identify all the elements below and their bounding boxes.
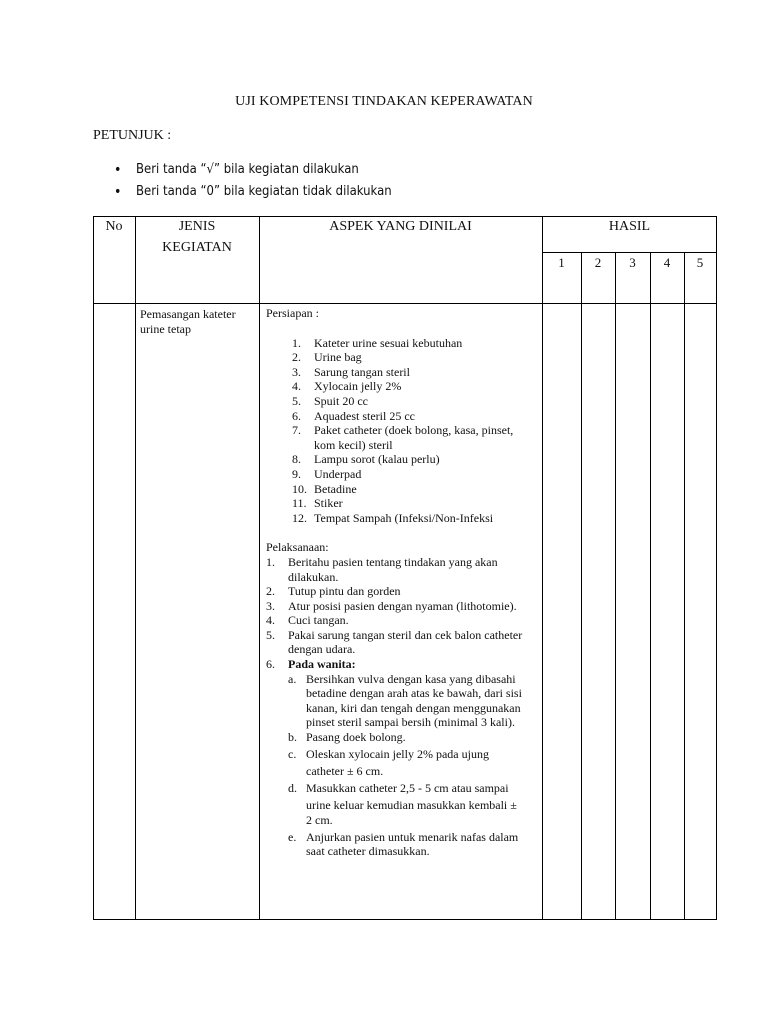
item-number: 3. [266, 598, 275, 613]
item-number: 12. [292, 510, 307, 525]
instruction-item: • Beri tanda “0” bila kegiatan tidak dilakukan [112, 181, 392, 203]
item-number: 6. [292, 408, 301, 423]
score-header: 3 [629, 255, 636, 270]
header-jenis-line: JENIS [178, 219, 216, 234]
score-header: 5 [696, 255, 704, 270]
item-number: 4. [292, 379, 301, 394]
list-item [292, 452, 540, 467]
item-text-line: Pasang doek bolong. [306, 730, 406, 745]
item-text-line: saat catheter dimasukkan. [306, 844, 430, 859]
list-item [292, 467, 540, 482]
item-number: a. [288, 671, 297, 686]
header-jenis-kegiatan [135, 216, 259, 258]
item-number: 10. [292, 481, 307, 496]
score-header: 4 [663, 255, 671, 270]
item-number: 9. [292, 466, 301, 481]
pada-wanita-item [266, 657, 540, 672]
item-text-line: Bersihkan vulva dengan kasa yang dibasahi [306, 671, 516, 686]
item-text-line: pinset steril sampai bersih (minimal 3 kali). [306, 715, 515, 730]
item-text-line: Urine bag [314, 350, 362, 365]
item-text-line: catheter ± 6 cm. [306, 764, 384, 779]
item-text-line: dilakukan. [288, 569, 339, 584]
list-item [266, 555, 540, 584]
list-item [288, 830, 540, 859]
instruction-list [112, 159, 392, 203]
pelaksanaan-label: Pelaksanaan: [266, 540, 329, 555]
item-number: 1. [292, 335, 301, 350]
item-text-line: Sarung tangan steril [314, 364, 410, 379]
item-text-line: Paket catheter (doek bolong, kasa, pinset, [314, 423, 514, 438]
item-number: e. [288, 829, 297, 844]
document-title: UJI KOMPETENSI TINDAKAN KEPERAWATAN [235, 94, 533, 109]
wanita-list [266, 672, 540, 859]
list-item [266, 628, 540, 657]
item-text-line: Pakai sarung tangan steril dan cek balon catheter [288, 627, 523, 642]
item-number: 7. [292, 423, 301, 438]
item-number: 5. [266, 627, 275, 642]
list-item [292, 511, 540, 526]
item-text-line: Masukkan catheter 2,5 - 5 cm atau sampai [306, 780, 509, 795]
item-text-line: Oleskan xylocain jelly 2% pada ujung [306, 746, 489, 761]
jenis-kegiatan-cell [140, 307, 256, 336]
item-text-line: Beritahu pasien tentang tindakan yang akan [288, 554, 498, 569]
item-text-line: Tutup pintu dan gorden [288, 584, 401, 599]
list-item [292, 423, 540, 452]
item-text-line: kom kecil) steril [314, 437, 393, 452]
list-item [292, 336, 540, 351]
instruction-item: • Beri tanda “√” bila kegiatan dilakukan [112, 159, 392, 181]
item-text-line: Tempat Sampah (Infeksi/Non-Infeksi [314, 510, 494, 525]
header-hasil: HASIL [608, 219, 651, 234]
item-number: 4. [266, 613, 275, 628]
pada-wanita-label: Pada wanita: [288, 657, 356, 672]
item-number: 1. [266, 554, 275, 569]
item-text-line: urine keluar kemudian masukkan kembali ± [306, 798, 517, 813]
item-text-line: Cuci tangan. [288, 613, 349, 628]
list-item [288, 730, 540, 745]
assessment-table [93, 216, 717, 920]
list-item [266, 584, 540, 599]
header-aspek: ASPEK YANG DINILAI [329, 219, 472, 234]
list-item [288, 781, 540, 828]
item-number: 8. [292, 452, 301, 467]
jenis-kegiatan-line: urine tetap [140, 321, 191, 336]
score-header: 1 [558, 255, 565, 270]
header-no: No [105, 219, 123, 234]
item-text-line: kanan, kiri dan tengah dengan menggunakan [306, 700, 521, 715]
item-text-line: 2 cm. [306, 813, 333, 827]
item-text-line: Spuit 20 cc [314, 393, 368, 408]
item-number: 3. [292, 364, 301, 379]
item-text-line: betadine dengan arah atas ke bawah, dari sisi [306, 686, 522, 701]
aspek-cell [266, 306, 540, 859]
list-item [292, 350, 540, 365]
item-number: d. [288, 780, 297, 795]
list-item [288, 672, 540, 730]
petunjuk-label: PETUNJUK : [93, 128, 172, 143]
list-item [288, 747, 540, 779]
item-text-line: Xylocain jelly 2% [314, 379, 402, 394]
item-text-line: Aquadest steril 25 cc [314, 408, 415, 423]
item-number: 2. [292, 350, 301, 365]
item-number: 6. [266, 657, 275, 672]
list-item [292, 394, 540, 409]
item-text-line: Betadine [314, 481, 357, 496]
list-item [292, 409, 540, 424]
item-number: 11. [292, 496, 307, 511]
item-text-line: Underpad [314, 466, 362, 481]
item-text-line: Anjurkan pasien untuk menarik nafas dalam [306, 829, 519, 844]
list-item [292, 379, 540, 394]
item-number: b. [288, 730, 297, 745]
list-item [292, 496, 540, 511]
persiapan-list [266, 336, 540, 526]
header-jenis-line: KEGIATAN [162, 240, 232, 255]
item-text-line: Atur posisi pasien dengan nyaman (lithotomie). [288, 598, 517, 613]
item-text-line: Kateter urine sesuai kebutuhan [314, 335, 463, 350]
pelaksanaan-list [266, 555, 540, 657]
list-item [266, 613, 540, 628]
score-header: 2 [594, 255, 602, 270]
jenis-kegiatan-line: Pemasangan kateter [140, 307, 236, 321]
item-text-line: dengan udara. [288, 642, 356, 657]
item-text-line: Lampu sorot (kalau perlu) [314, 452, 440, 467]
item-number: c. [288, 746, 297, 761]
list-item [292, 482, 540, 497]
item-number: 2. [266, 584, 275, 599]
list-item [292, 365, 540, 380]
item-number: 5. [292, 393, 301, 408]
persiapan-label: Persiapan : [266, 306, 319, 320]
list-item [266, 599, 540, 614]
item-text-line: Stiker [314, 496, 343, 511]
